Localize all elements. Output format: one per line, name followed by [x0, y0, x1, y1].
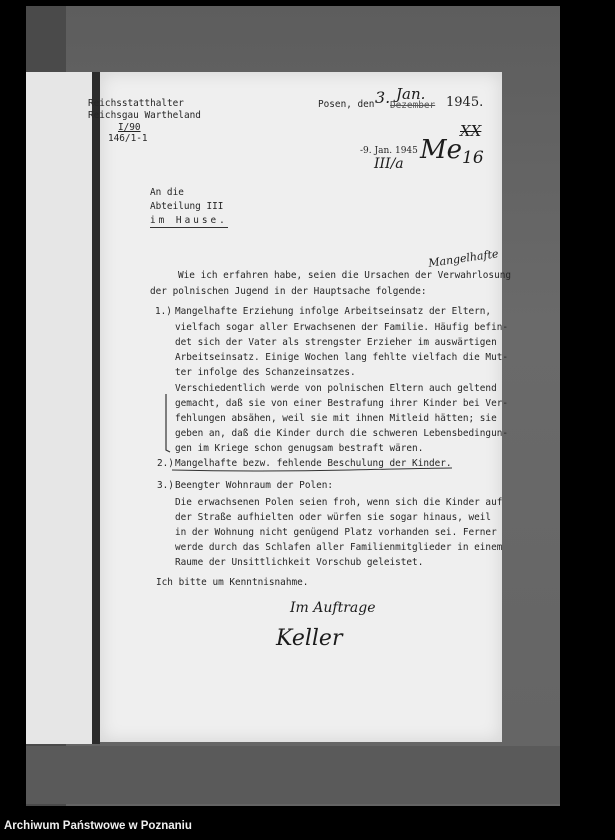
recipient-line-1: An die: [150, 187, 184, 198]
date-month-handwritten: Jan.: [396, 85, 426, 103]
date-day-handwritten: 3.: [375, 88, 391, 107]
handwritten-insertion: Mangelhafte: [427, 247, 500, 270]
date-month-struck: Dezember: [390, 100, 436, 111]
closing-line: Ich bitte um Kenntnisnahme.: [156, 577, 309, 588]
reference-number: I/90: [118, 122, 141, 133]
point-1-line: det sich der Vater als strengster Erzieher im auswärtigen: [175, 337, 497, 348]
archive-footer: [0, 812, 615, 840]
point-1-line: geben an, daß die Kinder durch die schweren Lebensbedingun-: [175, 428, 509, 439]
received-stamp: -9. Jan. 1945: [360, 146, 418, 156]
recipient-line-2: Abteilung III: [150, 201, 224, 212]
signature-name: Keller: [276, 626, 343, 651]
point-3-line: in der Wohnung nicht genügend Platz vorhanden sei. Ferner: [175, 527, 497, 538]
point-1-line: vielfach sogar aller Erwachsenen der Familie. Häufig befin-: [175, 322, 509, 333]
intro-line-2: der polnischen Jugend in der Hauptsache folgende:: [150, 286, 427, 297]
point-3-number: 3.): [157, 480, 174, 491]
intro-line-1: Wie ich erfahren habe, seien die Ursachen der Verwahrlosung: [178, 270, 512, 281]
folder-edge: [26, 72, 96, 744]
margin-bracket-mark: [160, 392, 172, 454]
point-2-line: Mangelhafte bezw. fehlende Beschulung der Kinder.: [175, 458, 452, 469]
point-1-line: fehlungen absähen, weil sie mit ihnen Mitleid hätten; sie: [175, 413, 497, 424]
folder-spine-shadow: [92, 72, 100, 744]
point-3-heading: Beengter Wohnraum der Polen:: [175, 480, 334, 491]
point-1-line: gen im Kriege schon genugsam bestraft wären.: [175, 443, 424, 454]
point-1-line: gemacht, daß sie von einer Bestrafung ihrer Kinder bei Ver-: [175, 398, 509, 409]
date-year: 1945.: [446, 95, 484, 110]
point-1-line: ter infolge des Schanzeinsatzes.: [175, 367, 356, 378]
office-name: Reichsstatthalter: [88, 98, 184, 109]
underline-mark: [170, 465, 455, 475]
page-number-mark: 16: [462, 148, 484, 168]
point-1-line: Arbeitseinsatz. Einige Wochen lang fehlte vielfach die Mut-: [175, 352, 509, 363]
department-mark: III/a: [374, 156, 404, 172]
point-1-line: Verschiedentlich werde von polnischen Eltern auch geltend: [175, 383, 497, 394]
initials-mark: Me: [420, 135, 463, 165]
recipient-line-3: im Hause.: [150, 215, 228, 226]
point-1-line: Mangelhafte Erziehung infolge Arbeitseinsatz der Eltern,: [175, 306, 492, 317]
reference-file: 146/1-1: [108, 133, 148, 144]
point-3-line: Raume der Unsittlichkeit Vorschub geleistet.: [175, 557, 424, 568]
point-3-line: der Straße aufhielten oder würfen sie sogar hinaus, weil: [175, 512, 492, 523]
scan-bottom-band: [26, 746, 560, 804]
archive-name: Archiwum Państwowe w Poznaniu: [4, 820, 192, 832]
signature-by-order: Im Auftrage: [290, 600, 376, 616]
struck-mark: XX: [460, 122, 482, 140]
date-place: Posen, den: [318, 99, 375, 110]
point-3-line: werde durch das Schlafen aller Familienmitglieder in einem: [175, 542, 503, 553]
point-3-line: Die erwachsenen Polen seien froh, wenn sich die Kinder auf: [175, 497, 503, 508]
point-1-number: 1.): [155, 306, 172, 317]
point-2-number: 2.): [157, 458, 174, 469]
office-region: Reichsgau Wartheland: [88, 110, 201, 121]
